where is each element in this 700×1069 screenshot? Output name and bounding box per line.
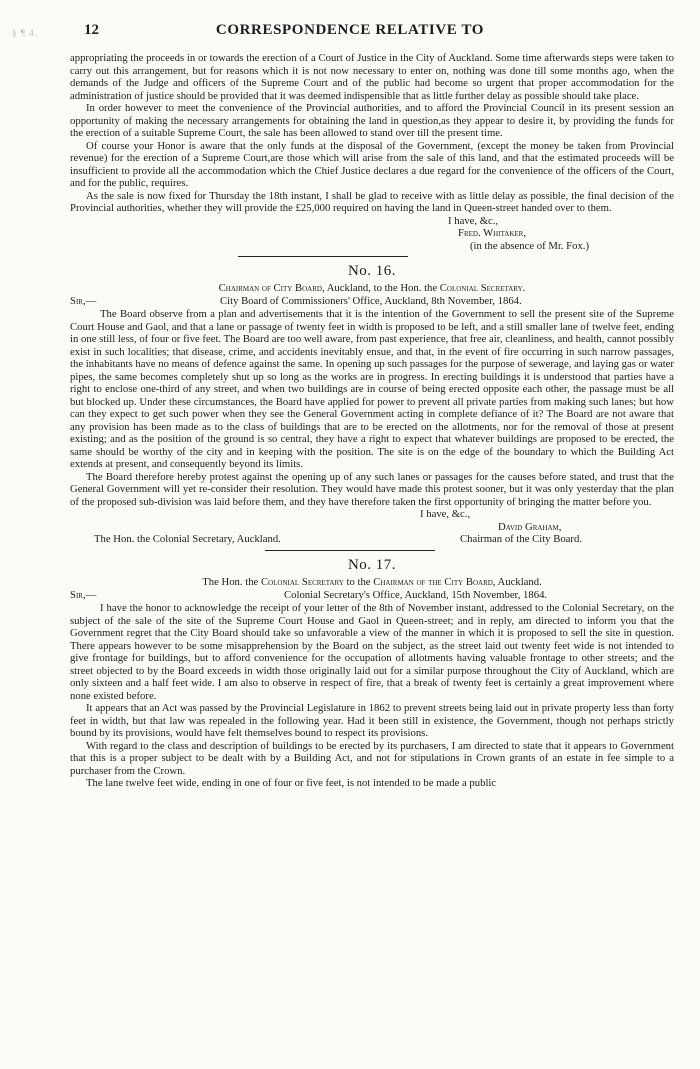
paragraph: With regard to the class and description of buildings to be erected by its purchasers, I am directed to state that it appears to Government that this is a proper subject to be dealt with by a Building Act, and not for stipulations in Crown grants of an estate in fee simple to a purchaser from the Crown. bbox=[70, 739, 674, 777]
signature-note: (in the absence of Mr. Fox.) bbox=[470, 239, 590, 252]
letter-number: No. 17. bbox=[347, 557, 397, 573]
paragraph: The Board therefore hereby protest against the opening up of any such lanes or passages for the causes before stated, and trust that the General Government will yet re-consider their resolution. They would have made this protest sooner, but it was only yesterday that the plan of the proposed sub-division was laid before them, and they have therefore taken the first opportunity of bringing the matter before you. bbox=[70, 470, 674, 508]
section-divider bbox=[238, 256, 408, 257]
recipient: The Hon. the Colonial Secretary, Auckland. bbox=[94, 533, 281, 545]
salutation-line bbox=[70, 295, 674, 308]
section-divider bbox=[265, 550, 435, 551]
paragraph: I have the honor to acknowledge the receipt of your letter of the 8th of November instant, addressed to the Colonial Secretary, on the subject of the sale of the site of the Supreme Court House and Gaol in Queen-street; and in reply, am directed to inform you that the Government regret that the City Board should take so unfavorable a view of the manner in which it is proposed to sell the site in question. There appears however to be some misapprehension by the Board on the subject, as the street laid out twenty feet wide is not intended to give frontage for buildings, but to afford convenience for the occupation of allotments having valuable frontage to other streets; and the street objected to by the Board exceeds in width those originally laid out for a similar purpose throughout the City of Auckland, which are only sixteen and a half feet wide. I am also to observe in respect of fire, that a break of twenty feet is certainly a great improvement where none existed before. bbox=[70, 602, 674, 702]
corner-mark: § ¶ 4. bbox=[12, 28, 38, 38]
paragraph: As the sale is now fixed for Thursday the 18th instant, I shall be glad to receive with as little delay as possible, the final decision of the Provincial authorities, whether they will provide the £25,000 required on having the land in Queen-street handed over to them. bbox=[70, 189, 674, 214]
letter-heading: The Hon. the Colonial Secretary to the Chairman of the City Board, Auckland. bbox=[202, 575, 542, 588]
signature: David Graham, bbox=[498, 520, 562, 533]
paragraph: In order however to meet the convenience of the Provincial authorities, and to afford the Provincial Council in its present session an opportunity of making the necessary arrangements for obtaining the land in question,as they appear to desire it, by providing the funds for the erection of a suitable Supreme Court, the sale has been allowed to stand over till the present time. bbox=[70, 102, 674, 139]
salutation-line bbox=[70, 589, 674, 602]
paragraph: appropriating the proceeds in or towards the erection of a Court of Justice in the City of Auckland. Some time afterwards steps were taken to carry out this arrangement, but for reasons which it is not now necessary to enter on, nothing was done till some months ago, when the demands of the Judge and officers of the Supreme Court and of the public had become so urgent that proper accommodation for the administration of justice should be provided that it was deemed indispensible that as little further delay as possible should take place. bbox=[70, 52, 674, 102]
salutation: Sir,— bbox=[70, 589, 97, 601]
paragraph: It appears that an Act was passed by the Provincial Legislature in 1862 to prevent streets being laid out in private property less than forty feet in width, but that law was repealed in the following year. Had it been still in existence, the Government, though not perhaps strictly bound by its provisions, would have felt themselves bound to respect its provisions. bbox=[70, 702, 674, 739]
signer-title: Chairman of the City Board. bbox=[460, 533, 582, 545]
letter-continuation bbox=[70, 52, 674, 252]
closing: I have, &c., bbox=[420, 508, 471, 520]
letter-address: City Board of Commissioners' Office, Auckland, 8th November, 1864. bbox=[220, 295, 522, 307]
signature: Fred. Whitaker, bbox=[458, 227, 527, 239]
letter-number: No. 16. bbox=[347, 263, 397, 279]
recipient-line bbox=[70, 533, 674, 546]
letter-no-16 bbox=[70, 265, 674, 546]
page-number: 12 bbox=[84, 22, 99, 38]
letter-no-17 bbox=[70, 559, 674, 790]
page-body bbox=[70, 52, 674, 790]
paragraph: The lane twelve feet wide, ending in one of four or five feet, is not intended to be made a public bbox=[86, 777, 497, 789]
letter-heading: Chairman of City Board, Auckland, to the Hon. the Colonial Secretary. bbox=[218, 281, 526, 294]
running-head: CORRESPONDENCE RELATIVE TO bbox=[215, 22, 485, 38]
paragraph: Of course your Honor is aware that the only funds at the disposal of the Government, (except the money be taken from Provincial revenue) for the erection of a Supreme Court,are those which will arise from the sale of this land, and that the estimated proceeds will be insufficient to provide all the accommodation which the Chief Justice declares a due regard for the convenience of the officers of the Court, and for the public, requires. bbox=[70, 139, 674, 189]
closing: I have, &c., bbox=[448, 214, 499, 227]
salutation: Sir,— bbox=[70, 295, 97, 307]
paragraph: The Board observe from a plan and advertisements that it is the intention of the Government to sell the present site of the Supreme Court House and Gaol, and that a lane or passage of twenty feet in width is proposed to be left, and a still smaller lane of twelve feet, ending in one still less, of four or five feet. The Board are too well aware, from past experience, that free air, cleanliness, and health, cannot possibly exist in such localities; that disease, crime, and accidents inevitably ensue, and that, in the event of fire occurring in such narrow passages, the inhabitants have no means of defence against the same. In opening up such passages for the purpose of sewerage, and laying gas or water pipes, the same becomes completely shut up so long as the works are in progress. In erecting buildings it is understood that parties have a right to enclose one-third of any street, and when two buildings are in course of being erected opposite each other, the passage must be all but blocked up. Under these circumstances, the Board have applied for power to prevent all private parties from making such lanes; but how can they expect to get such power when they see the General Government acting in complete defiance of it? The Board are not aware that any provision has been made as to the class of buildings that are to be erected on the allotments, nor for the removal of those at present existing; and as the position of the ground is so central, they have a right to expect that whatever buildings are proposed to be erected, the same should be worthy of the city and in keeping with the position. The site is on the edge of the boundary to which the Building Act extends at present, and consequently beyond its limits. bbox=[70, 308, 674, 470]
letter-address: Colonial Secretary's Office, Auckland, 15th November, 1864. bbox=[284, 589, 548, 601]
page-header bbox=[0, 24, 700, 44]
